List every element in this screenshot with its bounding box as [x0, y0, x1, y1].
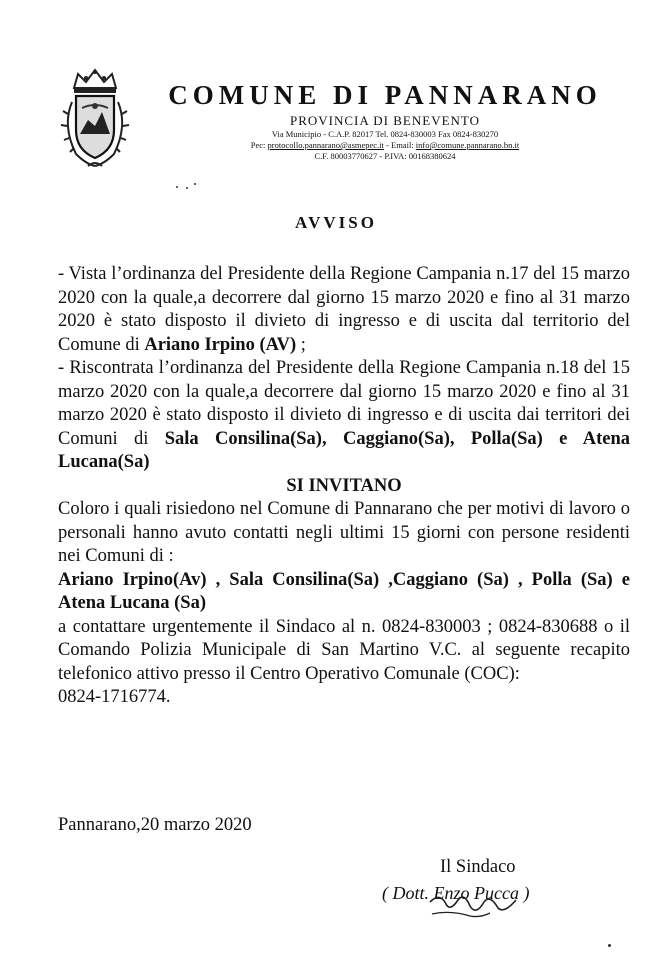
paragraph-municipalities: Ariano Irpino(Av) , Sala Consilina(Sa) ,Caggiano (Sa) , Polla (Sa) e Atena Lucana (Sa) — [58, 569, 630, 613]
handwritten-signature-icon — [420, 880, 560, 925]
notice-body — [58, 263, 630, 710]
phone-number: 0824-1716774. — [58, 687, 171, 707]
scan-speck — [186, 187, 188, 189]
paragraph-ordinance-18: - Riscontrata l’ordinanza del Presidente della Regione Campania n.18 del 15 marzo 2020 con la quale,a decorrere dal giorno 15 marzo 2020 e fino al 31 marzo 2020 è stato disposto il divieto di ingresso e di uscita dai territori dei Comuni di Sala Consilina(Sa), Caggiano(Sa), Polla(Sa) e Atena Lucana(Sa) — [58, 358, 630, 472]
pec-label: Pec: — [250, 140, 266, 150]
contact-line — [150, 140, 620, 150]
signatory-name: ( Dott. Enzo Pucca ) — [382, 883, 530, 903]
address-line: Via Municipio - C.A.P. 82017 Tel. 0824-830003 Fax 0824-830270 — [271, 129, 499, 139]
email-label: - Email: — [386, 140, 414, 150]
place-date: Pannarano,20 marzo 2020 — [58, 815, 252, 835]
municipality-title: COMUNE DI PANNARANO — [168, 80, 602, 110]
scan-speck — [194, 183, 196, 185]
scan-speck — [608, 944, 611, 947]
municipal-crest-icon — [58, 68, 132, 172]
pec-link[interactable]: protocollo.pannarano@asmepec.it — [267, 140, 384, 150]
notice-title: AVVISO — [295, 213, 377, 232]
paragraph-invitation: Coloro i quali risiedono nel Comune di Pannarano che per motivi di lavoro o personali hanno avuto contatti negli ultimi 15 giorni con persone residenti nei Comuni di : — [58, 499, 630, 566]
province-name: PROVINCIA DI BENEVENTO — [289, 113, 481, 128]
paragraph-ordinance-17: - Vista l’ordinanza del Presidente della Regione Campania n.17 del 15 marzo 2020 con la quale,a decorrere dal giorno 15 marzo 2020 e fino al 31 marzo 2020 è stato disposto il divieto di ingresso e di uscita dal territorio del Comune di Ariano Irpino (AV) ; — [58, 264, 630, 355]
invite-heading: SI INVITANO — [286, 475, 402, 496]
scan-speck — [176, 186, 178, 188]
paragraph-contact: a contattare urgentemente il Sindaco al n. 0824-830003 ; 0824-830688 o il Comando Polizia Municipale di San Martino V.C. al seguente recapito telefonico attivo presso il Centro Operativo Comunale (COC): — [58, 616, 630, 684]
email-link[interactable]: info@comune.pannarano.bn.it — [415, 140, 520, 150]
signatory-title: Il Sindaco — [440, 857, 516, 877]
tax-line: C.F. 80003770627 - P.IVA: 00168380624 — [314, 151, 456, 161]
